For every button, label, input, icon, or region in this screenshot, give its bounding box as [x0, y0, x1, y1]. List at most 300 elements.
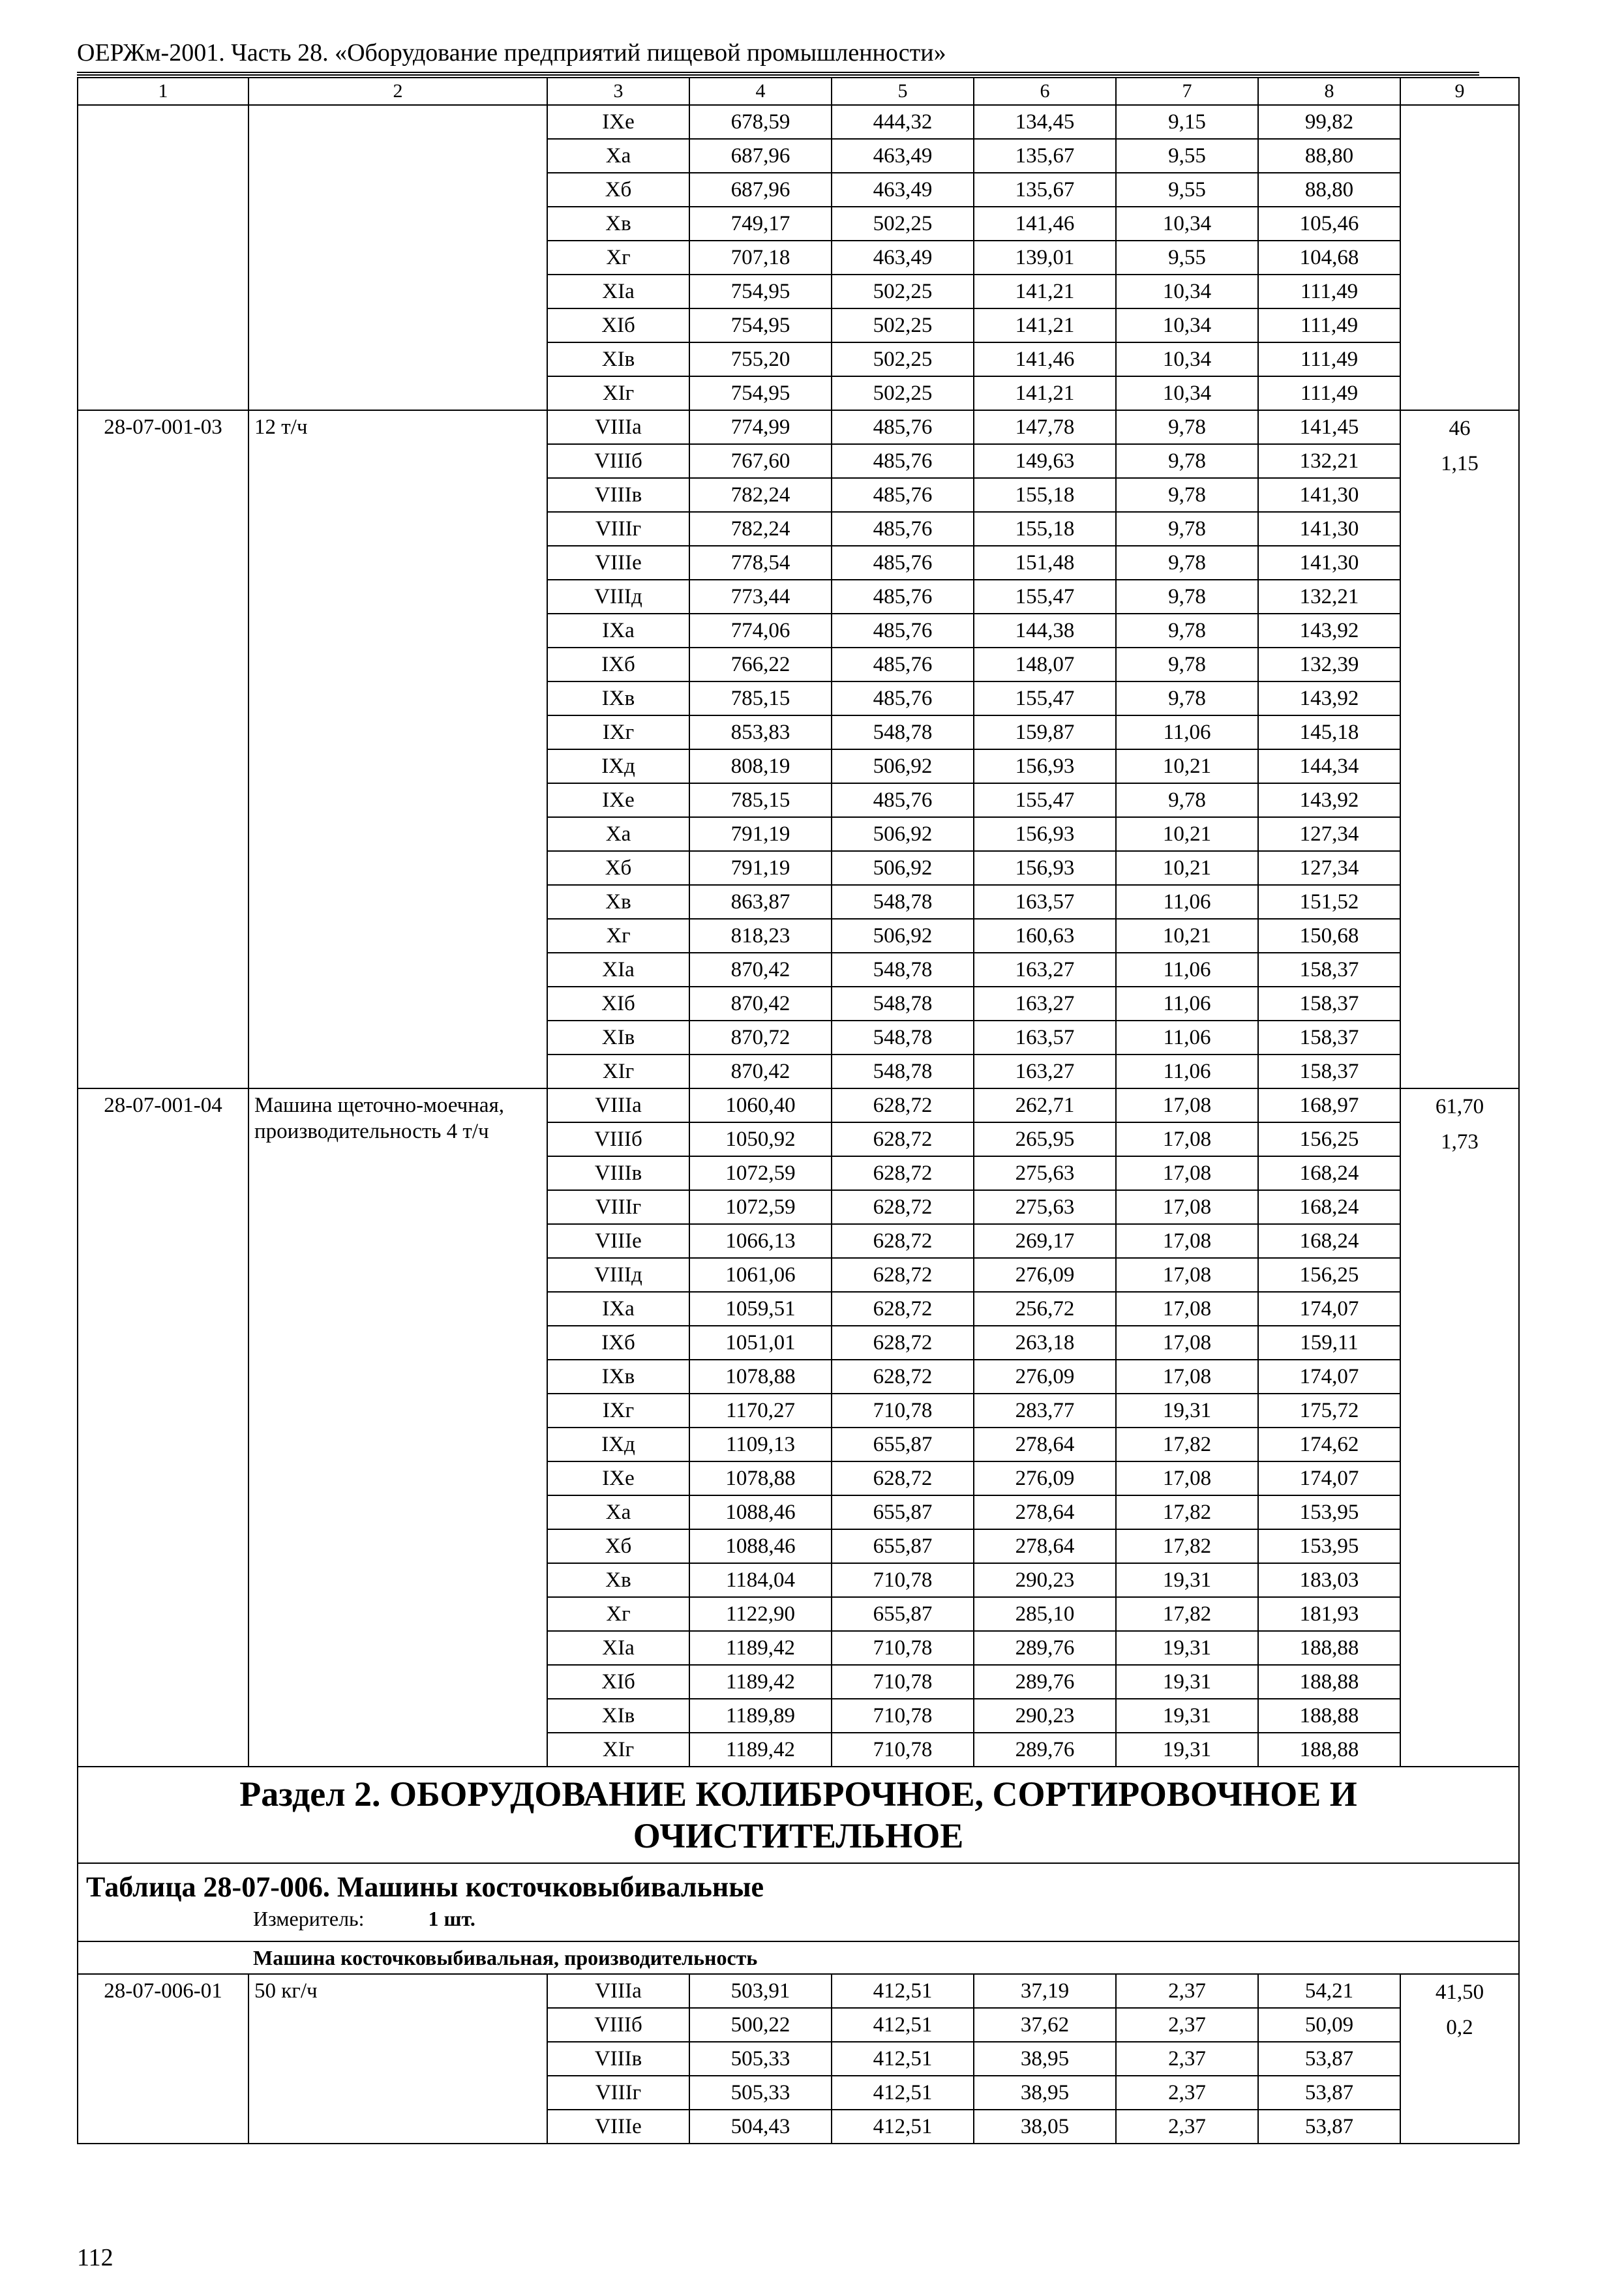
value-cell: 127,34 [1258, 817, 1400, 851]
value-cell: 155,47 [974, 681, 1116, 715]
value-cell: 283,77 [974, 1394, 1116, 1428]
value-cell: XIг [547, 1055, 689, 1088]
value-cell: 2,37 [1116, 2042, 1258, 2076]
value-cell: 19,31 [1116, 1563, 1258, 1597]
value-cell: 17,08 [1116, 1360, 1258, 1394]
value-cell: 53,87 [1258, 2110, 1400, 2144]
value-cell: VIIIа [547, 1974, 689, 2008]
value-cell: 156,93 [974, 851, 1116, 885]
value-cell: 143,92 [1258, 783, 1400, 817]
value-cell: 132,21 [1258, 444, 1400, 478]
value-cell: 38,95 [974, 2042, 1116, 2076]
value-cell: XIа [547, 275, 689, 308]
value-cell: 9,78 [1116, 648, 1258, 681]
value-cell: Xв [547, 885, 689, 919]
value-cell: 9,78 [1116, 614, 1258, 648]
value-cell: 50,09 [1258, 2008, 1400, 2042]
value-cell: 155,47 [974, 580, 1116, 614]
value-cell: 276,09 [974, 1360, 1116, 1394]
value-cell: 853,83 [689, 715, 832, 749]
value-cell: VIIIб [547, 444, 689, 478]
value-cell: VIIIд [547, 580, 689, 614]
value-cell: 628,72 [832, 1258, 974, 1292]
value-cell: 1078,88 [689, 1360, 832, 1394]
value-cell: 168,24 [1258, 1190, 1400, 1224]
value-cell: 774,06 [689, 614, 832, 648]
value-cell: 502,25 [832, 308, 974, 342]
value-cell: XIб [547, 1665, 689, 1699]
value-cell: 10,34 [1116, 207, 1258, 241]
value-cell: VIIIг [547, 512, 689, 546]
value-cell: 278,64 [974, 1495, 1116, 1529]
value-cell: 863,87 [689, 885, 832, 919]
value-cell: 275,63 [974, 1156, 1116, 1190]
value-cell: 710,78 [832, 1699, 974, 1733]
value-cell: 628,72 [832, 1326, 974, 1360]
value-cell: 782,24 [689, 512, 832, 546]
value-cell: 9,78 [1116, 783, 1258, 817]
extra-value: 1,73 [1441, 1130, 1479, 1154]
value-cell: 127,34 [1258, 851, 1400, 885]
measure-line [78, 1904, 1518, 1933]
value-cell: 111,49 [1258, 342, 1400, 376]
value-cell: 17,08 [1116, 1326, 1258, 1360]
value-cell: 19,31 [1116, 1665, 1258, 1699]
value-cell: 285,10 [974, 1597, 1116, 1631]
value-cell: 1059,51 [689, 1292, 832, 1326]
value-cell: 548,78 [832, 885, 974, 919]
value-cell: 9,78 [1116, 546, 1258, 580]
value-cell: 289,76 [974, 1665, 1116, 1699]
measure-value: 1 шт. [428, 1907, 475, 1930]
value-cell: 710,78 [832, 1394, 974, 1428]
value-cell: 111,49 [1258, 308, 1400, 342]
value-cell: 628,72 [832, 1360, 974, 1394]
value-cell: 1088,46 [689, 1529, 832, 1563]
value-cell: 183,03 [1258, 1563, 1400, 1597]
value-cell: IXа [547, 1292, 689, 1326]
value-cell: XIв [547, 1021, 689, 1055]
value-cell: 710,78 [832, 1665, 974, 1699]
value-cell: VIIIе [547, 1224, 689, 1258]
value-cell: IXб [547, 648, 689, 681]
value-cell: 502,25 [832, 207, 974, 241]
value-cell: 548,78 [832, 1055, 974, 1088]
value-cell: 17,82 [1116, 1428, 1258, 1461]
value-cell: 105,46 [1258, 207, 1400, 241]
resource-code-cell [78, 105, 248, 410]
value-cell: VIIIг [547, 1190, 689, 1224]
value-cell: 485,76 [832, 648, 974, 681]
table-body-part2 [78, 1974, 1519, 2144]
value-cell: 19,31 [1116, 1733, 1258, 1767]
value-cell: 2,37 [1116, 2110, 1258, 2144]
value-cell: 163,57 [974, 885, 1116, 919]
value-cell: 9,78 [1116, 512, 1258, 546]
table-title: Таблица 28-07-006. Машины косточковыбивальные [86, 1871, 764, 1903]
value-cell: 1072,59 [689, 1156, 832, 1190]
value-cell: 276,09 [974, 1258, 1116, 1292]
extra-value: 41,50 [1435, 1981, 1484, 2004]
value-cell: 141,30 [1258, 512, 1400, 546]
extra-value: 1,15 [1441, 452, 1479, 475]
value-cell: 181,93 [1258, 1597, 1400, 1631]
value-cell: 135,67 [974, 139, 1116, 173]
value-cell: 144,34 [1258, 749, 1400, 783]
value-cell: 9,78 [1116, 478, 1258, 512]
group-title: Машина косточковыбивальная, производительность [78, 1941, 1519, 1974]
value-cell: 145,18 [1258, 715, 1400, 749]
value-cell: 17,08 [1116, 1190, 1258, 1224]
value-cell: 767,60 [689, 444, 832, 478]
value-cell: 485,76 [832, 681, 974, 715]
value-cell: 17,08 [1116, 1088, 1258, 1122]
value-cell: 412,51 [832, 2110, 974, 2144]
value-cell: 1184,04 [689, 1563, 832, 1597]
value-cell: 1078,88 [689, 1461, 832, 1495]
column-number-cell: 7 [1116, 78, 1258, 105]
value-cell: Xб [547, 1529, 689, 1563]
value-cell: 628,72 [832, 1224, 974, 1258]
value-cell: 158,37 [1258, 1021, 1400, 1055]
value-cell: 153,95 [1258, 1495, 1400, 1529]
value-cell: 88,80 [1258, 139, 1400, 173]
value-cell: 53,87 [1258, 2076, 1400, 2110]
value-cell: 290,23 [974, 1563, 1116, 1597]
value-cell: 153,95 [1258, 1529, 1400, 1563]
column-number-row [78, 78, 1519, 105]
extra-values-cell [1400, 1088, 1519, 1767]
value-cell: 710,78 [832, 1733, 974, 1767]
value-cell: 139,01 [974, 241, 1116, 275]
value-cell: 655,87 [832, 1428, 974, 1461]
value-cell: XIв [547, 342, 689, 376]
value-cell: 412,51 [832, 2042, 974, 2076]
value-cell: 412,51 [832, 1974, 974, 2008]
value-cell: 463,49 [832, 139, 974, 173]
value-cell: 141,21 [974, 275, 1116, 308]
value-cell: 1088,46 [689, 1495, 832, 1529]
value-cell: 11,06 [1116, 953, 1258, 987]
column-number-cell: 9 [1400, 78, 1519, 105]
value-cell: 870,42 [689, 987, 832, 1021]
value-cell: 505,33 [689, 2076, 832, 2110]
value-cell: 710,78 [832, 1631, 974, 1665]
value-cell: 9,78 [1116, 444, 1258, 478]
value-cell: IXб [547, 1326, 689, 1360]
column-number-cell: 5 [832, 78, 974, 105]
value-cell: 19,31 [1116, 1699, 1258, 1733]
value-cell: Xг [547, 1597, 689, 1631]
value-cell: 778,54 [689, 546, 832, 580]
value-cell: 655,87 [832, 1495, 974, 1529]
value-cell: 289,76 [974, 1631, 1116, 1665]
value-cell: 38,95 [974, 2076, 1116, 2110]
value-cell: 766,22 [689, 648, 832, 681]
value-cell: 485,76 [832, 478, 974, 512]
value-cell: 188,88 [1258, 1699, 1400, 1733]
table-row [78, 105, 1519, 139]
value-cell: 678,59 [689, 105, 832, 139]
column-number-cell: 8 [1258, 78, 1400, 105]
value-cell: 506,92 [832, 919, 974, 953]
value-cell: 17,08 [1116, 1122, 1258, 1156]
value-cell: 111,49 [1258, 275, 1400, 308]
measure-label: Измеритель: [253, 1907, 365, 1930]
value-cell: 1189,42 [689, 1665, 832, 1699]
value-cell: VIIIв [547, 2042, 689, 2076]
value-cell: 11,06 [1116, 987, 1258, 1021]
group-title-row [78, 1941, 1519, 1974]
value-cell: 278,64 [974, 1428, 1116, 1461]
value-cell: 155,47 [974, 783, 1116, 817]
value-cell: 38,05 [974, 2110, 1116, 2144]
value-cell: 155,18 [974, 512, 1116, 546]
value-cell: 628,72 [832, 1292, 974, 1326]
table-body-part1 [78, 78, 1519, 1767]
extra-values-cell [1400, 1974, 1519, 2144]
value-cell: 11,06 [1116, 715, 1258, 749]
value-cell: 785,15 [689, 681, 832, 715]
value-cell: 870,72 [689, 1021, 832, 1055]
value-cell: 463,49 [832, 241, 974, 275]
value-cell: 1061,06 [689, 1258, 832, 1292]
value-cell: 88,80 [1258, 173, 1400, 207]
value-cell: 37,62 [974, 2008, 1116, 2042]
value-cell: 17,82 [1116, 1495, 1258, 1529]
value-cell: 149,63 [974, 444, 1116, 478]
value-cell: VIIIа [547, 1088, 689, 1122]
value-cell: 148,07 [974, 648, 1116, 681]
value-cell: 143,92 [1258, 681, 1400, 715]
value-cell: 10,21 [1116, 919, 1258, 953]
value-cell: XIг [547, 376, 689, 410]
value-cell: 1189,89 [689, 1699, 832, 1733]
value-cell: 485,76 [832, 512, 974, 546]
value-cell: 158,37 [1258, 953, 1400, 987]
value-cell: VIIIа [547, 410, 689, 444]
value-cell: 9,15 [1116, 105, 1258, 139]
value-cell: VIIIв [547, 478, 689, 512]
value-cell: IXе [547, 783, 689, 817]
value-cell: 144,38 [974, 614, 1116, 648]
table-title-block [78, 1863, 1519, 1941]
value-cell: 262,71 [974, 1088, 1116, 1122]
extra-value: 46 [1449, 417, 1471, 440]
value-cell: 628,72 [832, 1088, 974, 1122]
value-cell: 53,87 [1258, 2042, 1400, 2076]
value-cell: 163,27 [974, 987, 1116, 1021]
value-cell: 174,62 [1258, 1428, 1400, 1461]
value-cell: 168,24 [1258, 1156, 1400, 1190]
table-row [78, 1088, 1519, 1122]
value-cell: 54,21 [1258, 1974, 1400, 2008]
value-cell: 151,52 [1258, 885, 1400, 919]
value-cell: 17,08 [1116, 1156, 1258, 1190]
value-cell: 655,87 [832, 1597, 974, 1631]
value-cell: 141,46 [974, 342, 1116, 376]
value-cell: 17,82 [1116, 1597, 1258, 1631]
value-cell: 160,63 [974, 919, 1116, 953]
resource-name-cell: Машина щеточно-моечная, производительность 4 т/ч [248, 1088, 547, 1767]
value-cell: 1072,59 [689, 1190, 832, 1224]
resource-name-cell: 50 кг/ч [248, 1974, 547, 2144]
value-cell: 158,37 [1258, 987, 1400, 1021]
value-cell: 485,76 [832, 546, 974, 580]
value-cell: 1060,40 [689, 1088, 832, 1122]
value-cell: IXг [547, 715, 689, 749]
column-number-cell: 1 [78, 78, 248, 105]
value-cell: 188,88 [1258, 1665, 1400, 1699]
value-cell: 502,25 [832, 376, 974, 410]
value-cell: 1051,01 [689, 1326, 832, 1360]
value-cell: XIа [547, 1631, 689, 1665]
value-cell: IXд [547, 749, 689, 783]
value-cell: Xб [547, 851, 689, 885]
section-title: Раздел 2. ОБОРУДОВАНИЕ КОЛИБРОЧНОЕ, СОРТИРОВОЧНОЕ И ОЧИСТИТЕЛЬНОЕ [78, 1767, 1519, 1863]
value-cell: 870,42 [689, 953, 832, 987]
value-cell: 485,76 [832, 580, 974, 614]
value-cell: VIIIб [547, 2008, 689, 2042]
value-cell: 289,76 [974, 1733, 1116, 1767]
value-cell: IXе [547, 105, 689, 139]
value-cell: 9,78 [1116, 681, 1258, 715]
value-cell: 143,92 [1258, 614, 1400, 648]
value-cell: 749,17 [689, 207, 832, 241]
value-cell: 10,34 [1116, 376, 1258, 410]
value-cell: 263,18 [974, 1326, 1116, 1360]
value-cell: Xа [547, 817, 689, 851]
value-cell: VIIIе [547, 546, 689, 580]
value-cell: 870,42 [689, 1055, 832, 1088]
value-cell: 754,95 [689, 275, 832, 308]
value-cell: IXв [547, 681, 689, 715]
value-cell: 444,32 [832, 105, 974, 139]
value-cell: 147,78 [974, 410, 1116, 444]
value-cell: 500,22 [689, 2008, 832, 2042]
value-cell: 158,37 [1258, 1055, 1400, 1088]
resource-code-cell: 28-07-001-03 [78, 410, 248, 1088]
resource-name-cell [248, 105, 547, 410]
value-cell: 163,57 [974, 1021, 1116, 1055]
value-cell: 163,27 [974, 953, 1116, 987]
value-cell: 9,55 [1116, 139, 1258, 173]
value-cell: 17,08 [1116, 1258, 1258, 1292]
value-cell: 548,78 [832, 987, 974, 1021]
value-cell: Xб [547, 173, 689, 207]
value-cell: 150,68 [1258, 919, 1400, 953]
value-cell: VIIIд [547, 1258, 689, 1292]
value-cell: IXа [547, 614, 689, 648]
value-cell: 502,25 [832, 342, 974, 376]
value-cell: 174,07 [1258, 1461, 1400, 1495]
extra-value: 61,70 [1435, 1095, 1484, 1118]
value-cell: 506,92 [832, 851, 974, 885]
value-cell: 104,68 [1258, 241, 1400, 275]
value-cell: 132,21 [1258, 580, 1400, 614]
value-cell: 774,99 [689, 410, 832, 444]
value-cell: XIб [547, 308, 689, 342]
value-cell: 1170,27 [689, 1394, 832, 1428]
value-cell: 188,88 [1258, 1733, 1400, 1767]
value-cell: 278,64 [974, 1529, 1116, 1563]
value-cell: 1122,90 [689, 1597, 832, 1631]
value-cell: IXг [547, 1394, 689, 1428]
value-cell: 506,92 [832, 749, 974, 783]
value-cell: 10,21 [1116, 851, 1258, 885]
value-cell: 175,72 [1258, 1394, 1400, 1428]
value-cell: 710,78 [832, 1563, 974, 1597]
value-cell: 141,30 [1258, 546, 1400, 580]
section-row [78, 1767, 1519, 1863]
value-cell: 111,49 [1258, 376, 1400, 410]
value-cell: 168,24 [1258, 1224, 1400, 1258]
table-row [78, 1974, 1519, 2008]
value-cell: 17,08 [1116, 1292, 1258, 1326]
value-cell: 628,72 [832, 1122, 974, 1156]
extra-values-cell [1400, 105, 1519, 410]
value-cell: 785,15 [689, 783, 832, 817]
value-cell: 265,95 [974, 1122, 1116, 1156]
value-cell: VIIIв [547, 1156, 689, 1190]
value-cell: 141,21 [974, 376, 1116, 410]
value-cell: 159,11 [1258, 1326, 1400, 1360]
value-cell: 10,21 [1116, 817, 1258, 851]
value-cell: 163,27 [974, 1055, 1116, 1088]
value-cell: 1189,42 [689, 1631, 832, 1665]
value-cell: 2,37 [1116, 2076, 1258, 2110]
resource-code-cell: 28-07-006-01 [78, 1974, 248, 2144]
value-cell: 276,09 [974, 1461, 1116, 1495]
value-cell: 17,08 [1116, 1461, 1258, 1495]
value-cell: Xа [547, 1495, 689, 1529]
value-cell: 755,20 [689, 342, 832, 376]
header-rule-second [77, 74, 1479, 76]
value-cell: 19,31 [1116, 1631, 1258, 1665]
value-cell: 1189,42 [689, 1733, 832, 1767]
value-cell: 141,30 [1258, 478, 1400, 512]
value-cell: 151,48 [974, 546, 1116, 580]
column-number-cell: 2 [248, 78, 547, 105]
value-cell: 754,95 [689, 376, 832, 410]
value-cell: Xа [547, 139, 689, 173]
value-cell: 548,78 [832, 715, 974, 749]
value-cell: IXд [547, 1428, 689, 1461]
resource-code-cell: 28-07-001-04 [78, 1088, 248, 1767]
value-cell: 156,25 [1258, 1122, 1400, 1156]
value-cell: 155,18 [974, 478, 1116, 512]
value-cell: 37,19 [974, 1974, 1116, 2008]
value-cell: 156,93 [974, 749, 1116, 783]
value-cell: 485,76 [832, 410, 974, 444]
value-cell: 485,76 [832, 783, 974, 817]
value-cell: 818,23 [689, 919, 832, 953]
extra-value: 0,2 [1446, 2016, 1473, 2039]
value-cell: 156,25 [1258, 1258, 1400, 1292]
value-cell: 485,76 [832, 614, 974, 648]
value-cell: 687,96 [689, 173, 832, 207]
value-cell: 502,25 [832, 275, 974, 308]
value-cell: 808,19 [689, 749, 832, 783]
value-cell: IXе [547, 1461, 689, 1495]
value-cell: 141,21 [974, 308, 1116, 342]
extra-values-cell [1400, 410, 1519, 1088]
value-cell: VIIIб [547, 1122, 689, 1156]
value-cell: 17,08 [1116, 1224, 1258, 1258]
value-cell: 754,95 [689, 308, 832, 342]
value-cell: 548,78 [832, 953, 974, 987]
value-cell: 412,51 [832, 2076, 974, 2110]
